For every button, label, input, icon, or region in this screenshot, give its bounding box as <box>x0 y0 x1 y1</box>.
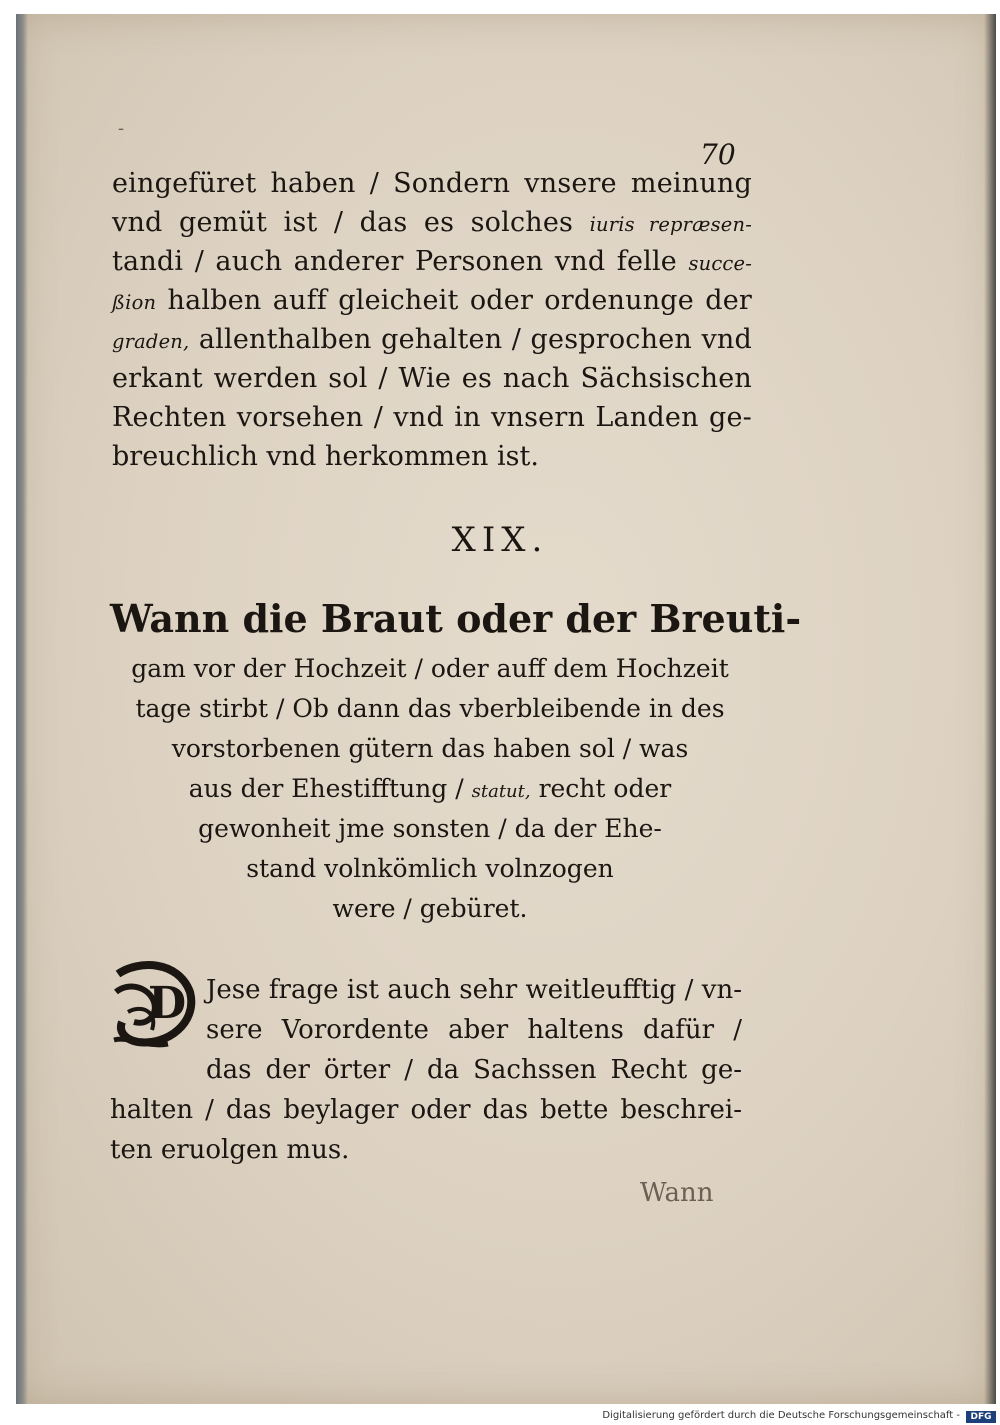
paragraph-1-line <box>112 402 752 434</box>
text-span: breuchlich vnd herkommen ist. <box>112 441 539 472</box>
page-right-edge <box>984 14 996 1404</box>
latin-term: statut, <box>471 781 531 802</box>
heading-line: were / gebüret. <box>332 894 528 923</box>
dfg-logo-icon: DFG <box>966 1411 996 1423</box>
text-span: tandi / auch anderer Personen vnd felle <box>112 246 677 277</box>
paragraph-2-line: Jese frage ist auch sehr weitleufftig / vn- <box>206 975 742 1005</box>
text-span: allenthalben gehalten / gesprochen vnd <box>198 324 752 355</box>
text-span: Rechten vorsehen / vnd in vnsern Landen ge- <box>112 402 752 433</box>
text-span: erkant werden sol / Wie es nach Sächsischen <box>112 363 752 394</box>
catchword: Wann <box>640 1178 714 1208</box>
paragraph-1-line <box>112 324 752 358</box>
paragraph-1-line <box>112 246 752 280</box>
paragraph-1-line <box>112 168 752 200</box>
text-span: recht oder <box>538 774 672 803</box>
paragraph-2-line: das der örter / da Sachssen Recht ge- <box>206 1055 742 1085</box>
paragraph-1-line <box>112 207 752 241</box>
page-left-edge <box>16 14 28 1404</box>
heading-line: gewonheit jme sonsten / da der Ehe- <box>198 814 662 843</box>
paragraph-2-line: halten / das beylager oder das bette beschrei- <box>110 1095 742 1125</box>
latin-term: iuris repræsen- <box>589 213 752 236</box>
digitization-footer <box>0 1410 1000 1425</box>
stray-mark: - <box>118 118 125 139</box>
paragraph-2-line: ten eruolgen mus. <box>110 1135 350 1165</box>
latin-term: graden, <box>112 330 190 353</box>
ornamental-initial-d-icon <box>108 952 200 1052</box>
paragraph-2-line: sere Vorordente aber haltens dafür / <box>206 1015 742 1045</box>
text-span: eingefüret haben / Sondern vnsere meinung <box>112 168 752 199</box>
paragraph-1-line <box>112 441 539 473</box>
text-span: aus der Ehestifftung / <box>188 774 464 803</box>
initial-letter: D <box>148 978 187 1029</box>
latin-term: succe- <box>688 252 752 275</box>
page-number: 70 <box>700 138 736 171</box>
heading-line: Wann die Braut oder der Breuti- <box>110 596 802 641</box>
paragraph-1-line <box>112 285 752 319</box>
heading-line: gam vor der Hochzeit / oder auff dem Hochzeit <box>131 654 729 683</box>
section-number: XIX. <box>451 520 549 560</box>
heading-line <box>110 772 750 809</box>
text-span: vnd gemüt ist / das es solches <box>112 207 574 238</box>
latin-term: ßion <box>112 291 157 314</box>
heading-line: vorstorbenen gütern das haben sol / was <box>171 734 689 763</box>
footer-credit: Digitalisierung gefördert durch die Deutsche Forschungsgemeinschaft - <box>602 1410 960 1421</box>
heading-line: stand volnkömlich volnzogen <box>246 854 614 883</box>
heading-line: tage stirbt / Ob dann das vberbleibende in des <box>135 694 725 723</box>
paragraph-1-line <box>112 363 752 395</box>
text-span: halben auff gleicheit oder ordenunge der <box>167 285 752 316</box>
